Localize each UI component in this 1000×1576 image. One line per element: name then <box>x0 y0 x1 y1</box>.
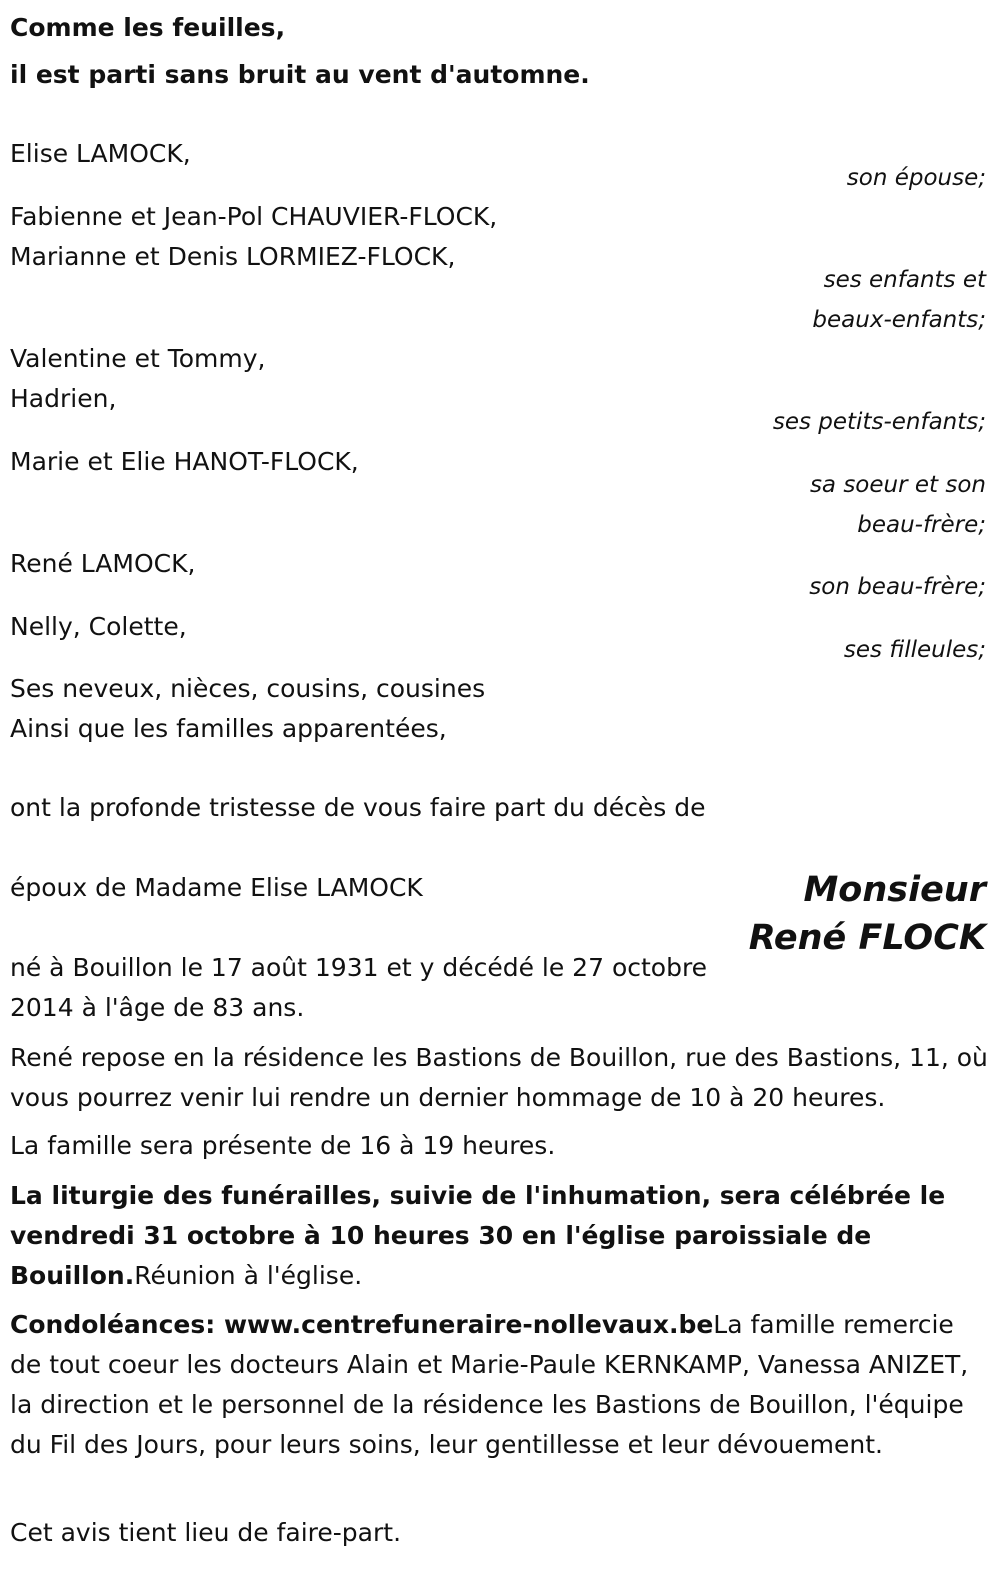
condolences-rest-text: La famille remercie de tout coeur les docteurs Alain et Marie-Paule KERNKAMP, Vanessa ANIZET, la direction et le personnel de la résidence les Bastions de Bouillon, l'équipe du Fil des Jours, pour leurs soins, leur gentillesse et leur dévouement. <box>10 1310 969 1459</box>
others-line-2: Ainsi que les familles apparentées, <box>10 714 447 743</box>
announcement-text: ont la profonde tristesse de vous faire part du décès de <box>10 793 706 822</box>
children-line-1: Fabienne et Jean-Pol CHAUVIER-FLOCK, <box>10 202 498 231</box>
goddaughters-relation: ses filleules; <box>843 637 986 663</box>
birth-death-line-2: 2014 à l'âge de 83 ans. <box>10 993 305 1022</box>
funeral-rest-text: Réunion à l'église. <box>134 1261 363 1290</box>
grandchildren-relation: ses petits-enfants; <box>772 409 986 435</box>
brother-in-law-relation: son beau-frère; <box>809 574 986 600</box>
grandchildren-line-1: Valentine et Tommy, <box>10 344 266 373</box>
spouse-relation: son épouse; <box>846 165 986 191</box>
epigraph-line-1: Comme les feuilles, <box>10 13 286 42</box>
children-relation-line-1: ses enfants et <box>823 267 986 293</box>
spouse-name: Elise LAMOCK, <box>10 139 191 168</box>
spouse-of-text: époux de Madame Elise LAMOCK <box>10 873 423 902</box>
family-present-paragraph: La famille sera présente de 16 à 19 heures. <box>10 1131 556 1160</box>
condolences-paragraph <box>10 1305 990 1465</box>
closing-paragraph: Cet avis tient lieu de faire-part. <box>10 1518 402 1547</box>
deceased-title: Monsieur <box>803 870 986 910</box>
others-line-1: Ses neveux, nièces, cousins, cousines <box>10 674 486 703</box>
epigraph-line-2: il est parti sans bruit au vent d'automne. <box>10 60 590 89</box>
grandchildren-line-2: Hadrien, <box>10 384 117 413</box>
children-line-2: Marianne et Denis LORMIEZ-FLOCK, <box>10 242 456 271</box>
brother-in-law-name: René LAMOCK, <box>10 549 196 578</box>
funeral-paragraph <box>10 1176 990 1296</box>
goddaughters-names: Nelly, Colette, <box>10 612 187 641</box>
sister-name: Marie et Elie HANOT-FLOCK, <box>10 447 359 476</box>
sister-relation-line-1: sa soeur et son <box>809 472 986 498</box>
deceased-name: René FLOCK <box>748 918 986 958</box>
repose-paragraph: René repose en la résidence les Bastions de Bouillon, rue des Bastions, 11, où vous pourrez venir lui rendre un dernier hommage de 10 à 20 heures. <box>10 1043 988 1112</box>
birth-death-line-1: né à Bouillon le 17 août 1931 et y décédé le 27 octobre <box>10 953 708 982</box>
funeral-bold-text: La liturgie des funérailles, suivie de l'inhumation, sera célébrée le vendredi 31 octobre à 10 heures 30 en l'église paroissiale de Bouillon. <box>10 1181 946 1290</box>
children-relation-line-2: beaux-enfants; <box>812 307 986 333</box>
sister-relation-line-2: beau-frère; <box>857 512 986 538</box>
condolences-bold-text: Condoléances: www.centrefuneraire-nollevaux.be <box>10 1310 714 1339</box>
